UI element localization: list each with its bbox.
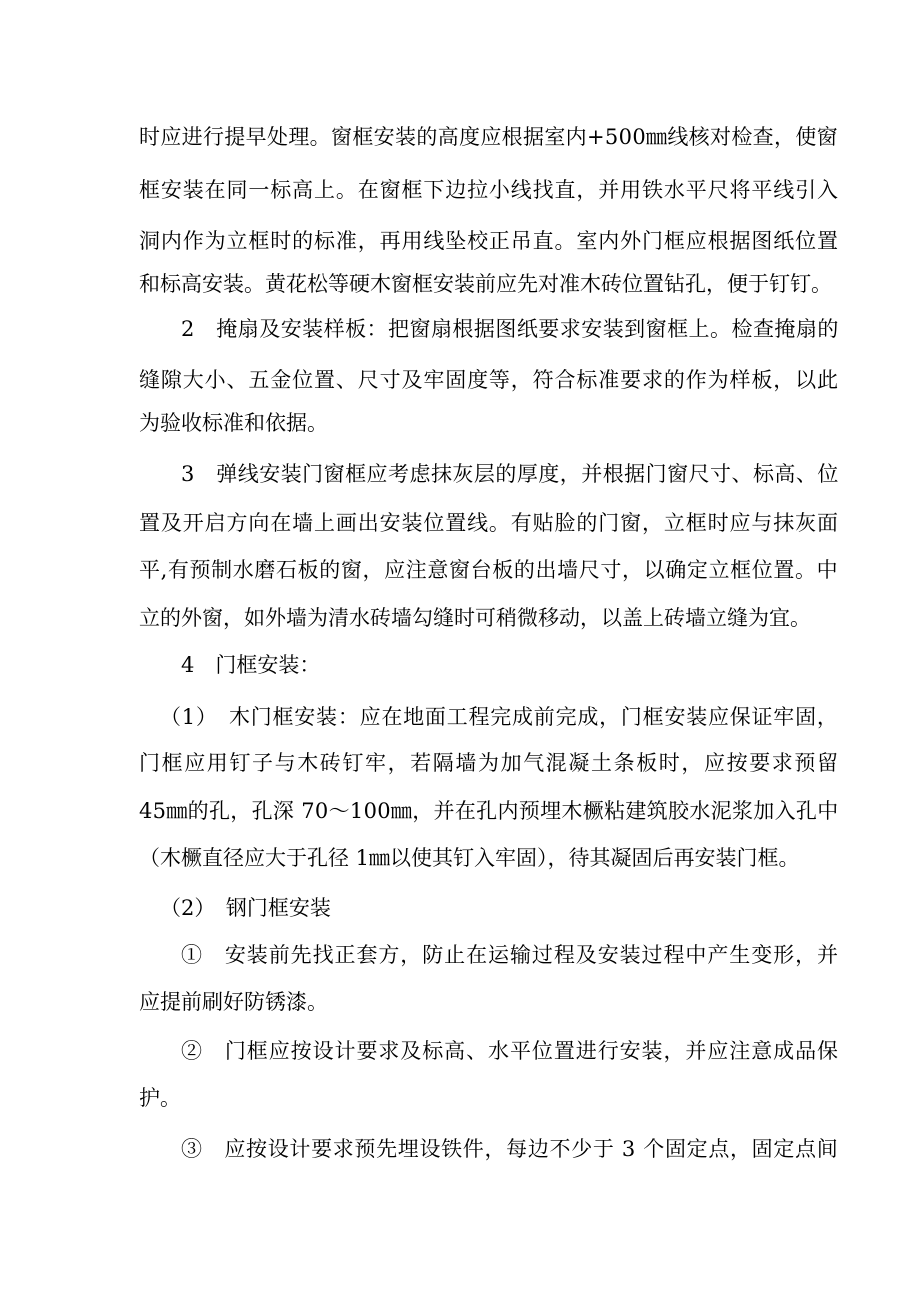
text-line: 护。 bbox=[139, 1086, 181, 1110]
text-line: 为验收标准和依据。 bbox=[139, 411, 328, 435]
text-line: （2） 钢门框安装 bbox=[160, 896, 331, 920]
text-line: ③ 应按设计要求预先埋设铁件，每边不少于 3 个固定点，固定点间 bbox=[181, 1137, 839, 1161]
text-line: ② 门框应按设计要求及标高、水平位置进行安装，并应注意成品保 bbox=[181, 1039, 839, 1063]
text-line: 立的外窗，如外墙为清水砖墙勾缝时可稍微移动，以盖上砖墙立缝为宜。 bbox=[139, 606, 811, 630]
text-line: 框安装在同一标高上。在窗框下边拉小线找直，并用铁水平尺将平线引入 bbox=[139, 178, 839, 202]
text-line: 2 掩扇及安装样板：把窗扇根据图纸要求安装到窗框上。检查掩扇的 bbox=[181, 317, 839, 341]
text-line: 缝隙大小、五金位置、尺寸及牢固度等，符合标准要求的作为样板，以此 bbox=[139, 368, 839, 392]
text-line: 洞内作为立框时的标准，再用线坠校正吊直。室内外门框应根据图纸位置 bbox=[139, 229, 839, 253]
text-line: 和标高安装。黄花松等硬木窗框安装前应先对准木砖位置钻孔，便于钉钉。 bbox=[139, 272, 832, 296]
text-line: 45㎜的孔，孔深 70～100㎜，并在孔内预埋木橛粘建筑胶水泥浆加入孔中 bbox=[139, 799, 839, 823]
text-line: 3 弹线安装门窗框应考虑抹灰层的厚度，并根据门窗尺寸、标高、位 bbox=[181, 462, 839, 486]
text-line: 置及开启方向在墙上画出安装位置线。有贴脸的门窗，立框时应与抹灰面 bbox=[139, 511, 839, 535]
text-line: ① 安装前先找正套方，防止在运输过程及安装过程中产生变形，并 bbox=[181, 943, 839, 967]
text-line: 时应进行提早处理。窗框安装的高度应根据室内+500㎜线核对检查，使窗 bbox=[139, 125, 839, 149]
text-line: 门框应用钉子与木砖钉牢，若隔墙为加气混凝土条板时，应按要求预留 bbox=[139, 751, 840, 775]
text-line: 4 门框安装： bbox=[181, 653, 321, 677]
text-line: 应提前刷好防锈漆。 bbox=[139, 990, 328, 1014]
text-line: （木橛直径应大于孔径 1㎜以使其钉入牢固），待其凝固后再安装门框。 bbox=[139, 846, 800, 870]
text-line: （1） 木门框安装：应在地面工程完成前完成，门框安装应保证牢固， bbox=[160, 705, 839, 729]
text-line: 平,有预制水磨石板的窗，应注意窗台板的出墙尺寸，以确定立框位置。中 bbox=[139, 558, 839, 582]
